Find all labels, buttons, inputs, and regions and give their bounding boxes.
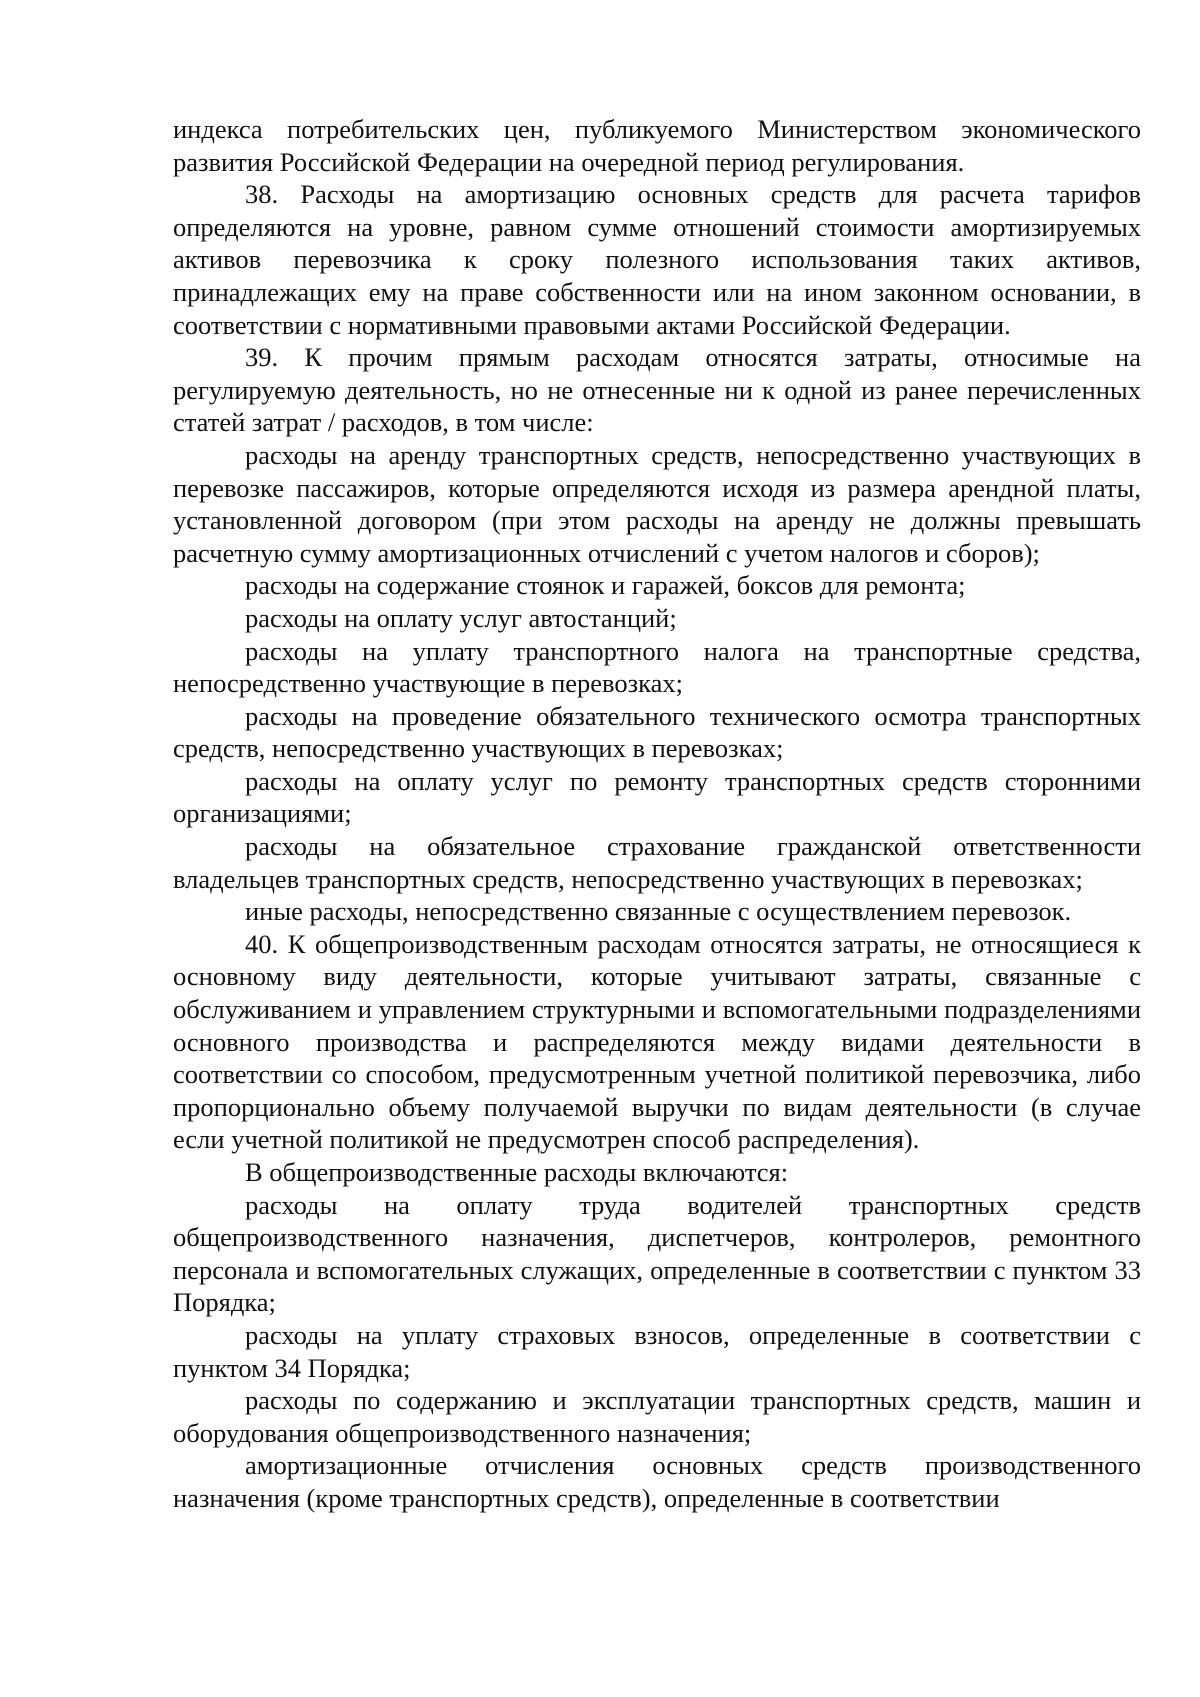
list-item-technical-inspection: расходы на проведение обязательного технического осмотра транспортных средств, непосредственно участвующих в перевозках; [173, 700, 1141, 764]
list-item-depreciation-production: амортизационные отчисления основных средств производственного назначения (кроме транспортных средств), определенные в соответствии [173, 1450, 1141, 1513]
paragraph-cpi-continuation: индекса потребительских цен, публикуемого Министерством экономического развития Российской Федерации на очередной период регулирования. [173, 114, 1141, 177]
paragraph-40-overhead-costs: 40. К общепроизводственным расходам относятся затраты, не относящиеся к основному виду деятельности, которые учитывают затраты, связанные с обслуживанием и управлением структурными и вспомогательными подразделениями основного производства и распределяются между видами деятельности в соответствии со способом, предусмотренным учетной политикой перевозчика, либо пропорционально объему получаемой выручки по видам деятельности (в случае если учетной политикой не предусмотрен способ распределения). [173, 928, 1141, 1155]
list-item-bus-stations: расходы на оплату услуг автостанций; [245, 602, 677, 633]
list-item-other-costs: иные расходы, непосредственно связанные с осуществлением перевозок. [245, 896, 1072, 927]
list-item-liability-insurance: расходы на обязательное страхование гражданской ответственности владельцев транспортных средств, непосредственно участвующих в перевозках; [173, 831, 1141, 894]
list-item-vehicle-rent: расходы на аренду транспортных средств, непосредственно участвующих в перевозке пассажиров, которые определяются исходя из размера арендной платы, установленной договором (при этом расходы на аренду не должны превышать расчетную сумму амортизационных отчислений с учетом налогов и сборов); [173, 439, 1141, 568]
list-item-maintenance-operation: расходы по содержанию и эксплуатации транспортных средств, машин и оборудования общепроизводственного назначения; [173, 1385, 1141, 1448]
paragraph-overhead-includes: В общепроизводственные расходы включаются: [245, 1157, 789, 1187]
paragraph-38-depreciation: 38. Расходы на амортизацию основных средств для расчета тарифов определяются на уровне, равном сумме отношений стоимости амортизируемых активов перевозчика к сроку полезного использования таких активов, принадлежащих ему на праве собственности или на ином законном основании, в соответствии с нормативными правовыми актами Российской Федерации. [173, 179, 1141, 340]
list-item-labor-costs: расходы на оплату труда водителей транспортных средств общепроизводственного назначения, диспетчеров, контролеров, ремонтного персонала и вспомогательных служащих, определенные в соответствии с пунктом 33 Порядка; [173, 1189, 1141, 1318]
list-item-third-party-repair: расходы на оплату услуг по ремонту транспортных средств сторонними организациями; [173, 765, 1141, 829]
list-item-parking-garages: расходы на содержание стоянок и гаражей, боксов для ремонта; [245, 570, 966, 601]
document-page [173, 113, 1141, 1515]
list-item-transport-tax: расходы на уплату транспортного налога на транспортные средства, непосредственно участвующие в перевозках; [173, 635, 1141, 699]
list-item-insurance-contributions: расходы на уплату страховых взносов, определенные в соответствии с пунктом 34 Порядка; [173, 1319, 1141, 1383]
paragraph-39-other-direct-costs: 39. К прочим прямым расходам относятся затраты, относимые на регулируемую деятельность, но не отнесенные ни к одной из ранее перечисленных статей затрат / расходов, в том числе: [173, 342, 1141, 438]
